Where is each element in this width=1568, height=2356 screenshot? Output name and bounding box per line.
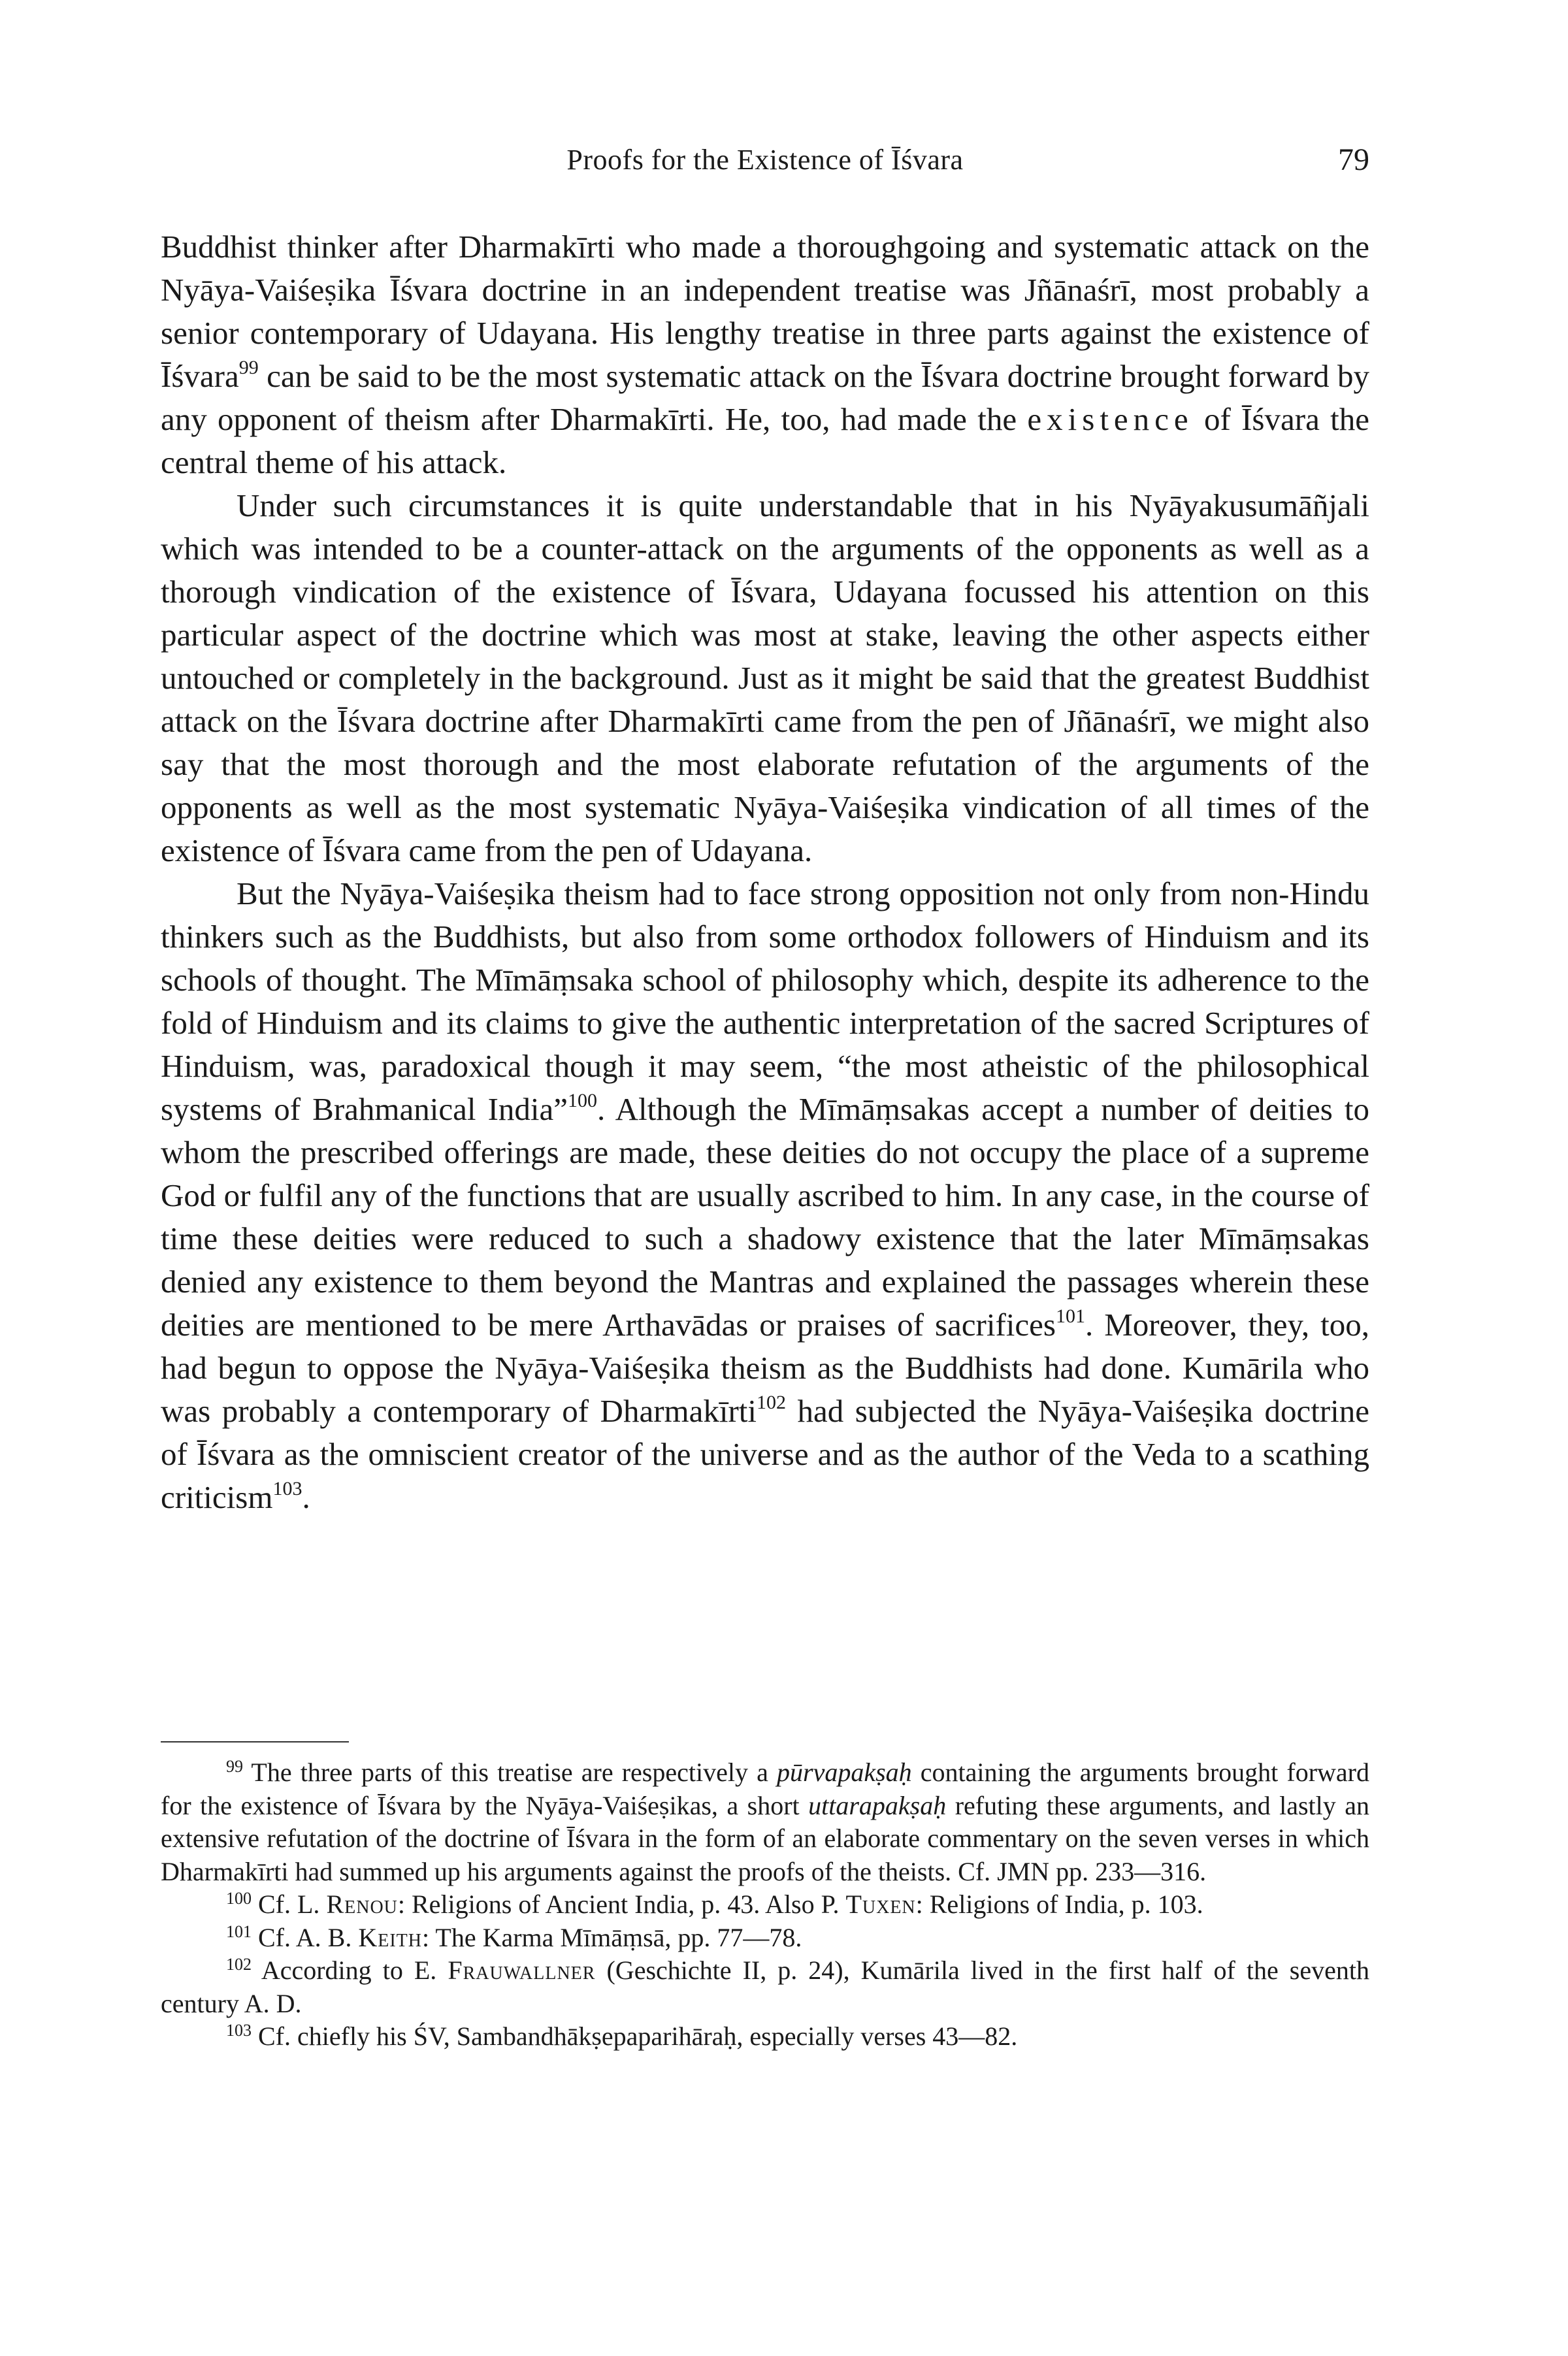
footnote-text: Cf. L. [252, 1890, 327, 1919]
footnote-text: (Geschichte II, p. 24), Kumārila lived in the first half of the seventh century A. D. [161, 1955, 1369, 2018]
paragraph-1-text-a: Buddhist thinker after Dharmakīrti who made a thoroughgoing and systematic attack on the Nyāya-Vaiśeṣika Īśvara doctrine in an independent treatise was Jñānaśrī, most probably a senior contemporary of Udayana. His lengthy treatise in three parts against the existence of Īśvara [161, 229, 1369, 394]
footnote-text: : Religions of India, p. 103. [915, 1890, 1203, 1919]
paragraph-3-text-e: . [302, 1479, 310, 1515]
paragraph-1 [161, 225, 1369, 484]
paragraph-3-text-a: But the Nyāya-Vaiśeṣika theism had to face strong opposition not only from non-Hindu thinkers such as the Buddhists, but also from some orthodox followers of Hinduism and its schools of thought. The Mīmāṃsaka school of philosophy which, despite its adherence to the fold of Hinduism and its claims to give the authentic interpretation of the sacred Scriptures of Hinduism, was, paradoxical though it may seem, “the most atheistic of the philosophical systems of Brahmanical India” [161, 875, 1369, 1127]
footnote-101 [161, 1922, 1369, 1955]
author-name: Renou [326, 1890, 398, 1919]
footnote-text: containing the arguments brought forward for the existence of Īśvara by the Nyāya-Vaiśeṣikas, a short [161, 1758, 1369, 1820]
running-title: Proofs for the Existence of Īśvara [566, 144, 964, 176]
paragraph-3-text-d: had subjected the Nyāya-Vaiśeṣika doctrine of Īśvara as the omniscient creator of the universe and as the author of the Veda to a scathing criticism [161, 1393, 1369, 1515]
author-name: Frauwallner [448, 1955, 596, 1985]
footnote-99 [161, 1756, 1369, 1888]
footnote-102 [161, 1954, 1369, 2020]
spaced-emphasis: existence [1027, 401, 1194, 437]
footnote-text: Cf. A. B. [252, 1922, 359, 1952]
footnote-ref-102: 102 [757, 1392, 787, 1413]
footnote-text: refuting these arguments, and lastly an extensive refutation of the doctrine of Īśvara in the form of an elaborate commentary on the seven verses in which Dharmakīrti had summed up his arguments against the proofs of the theists. Cf. JMN pp. 233—316. [161, 1790, 1370, 1886]
paragraph-3 [161, 872, 1369, 1519]
footnote-italic-term: uttarapakṣaḥ [808, 1790, 947, 1820]
page-number: 79 [1338, 142, 1369, 177]
footnote-text: : Religions of Ancient India, p. 43. Also P. [397, 1890, 846, 1919]
footnote-number: 100 [226, 1889, 252, 1908]
author-name: Keith [358, 1922, 422, 1952]
footnote-number: 103 [226, 2021, 252, 2040]
footnote-ref-100: 100 [568, 1090, 598, 1111]
paragraph-1-text-b: can be said to be the most systematic attack on the Īśvara doctrine brought forward by any opponent of theism after Dharmakīrti. He, too, had made the [161, 358, 1369, 437]
footnotes [161, 1756, 1369, 2053]
paragraph-2: Under such circumstances it is quite understandable that in his Nyāyakusumāñjali which was intended to be a counter-attack on the arguments of the opponents as well as a thorough vindication of the existence of Īśvara, Udayana focussed his attention on this particular aspect of the doctrine which was most at stake, leaving the other aspects either untouched or completely in the background. Just as it might be said that the greatest Buddhist attack on the Īśvara doctrine after Dharmakīrti came from the pen of Jñānaśrī, we might also say that the most thorough and the most elaborate refutation of the arguments of the opponents as well as the most systematic Nyāya-Vaiśeṣika vindication of all times of the existence of Īśvara came from the pen of Udayana. [161, 487, 1369, 868]
footnote-103 [161, 2020, 1369, 2053]
footnote-number: 101 [226, 1922, 252, 1941]
running-header [161, 140, 1369, 180]
footnote-number: 102 [226, 1955, 252, 1974]
paragraph-1-text-c: of Īśvara the central theme of his attack. [161, 401, 1369, 480]
footnote-divider [161, 1741, 349, 1742]
footnote-italic-term: pūrvapakṣaḥ [777, 1758, 912, 1787]
footnote-ref-101: 101 [1055, 1305, 1085, 1327]
footnote-number: 99 [226, 1757, 243, 1776]
paragraph-3-text-c: . Moreover, they, too, had begun to oppose the Nyāya-Vaiśeṣika theism as the Buddhists had done. Kumārila who was probably a contemporary of Dharmakīrti [161, 1307, 1369, 1429]
footnote-ref-99: 99 [238, 357, 259, 378]
paragraph-3-text-b: . Although the Mīmāṃsakas accept a number of deities to whom the prescribed offerings are made, these deities do not occupy the place of a supreme God or fulfil any of the functions that are usually ascribed to him. In any case, in the course of time these deities were reduced to such a shadowy existence that the later Mīmāṃsakas denied any existence to them beyond the Mantras and explained the passages wherein these deities are mentioned to be mere Arthavādas or praises of sacrifices [161, 1091, 1369, 1343]
footnote-100 [161, 1888, 1369, 1922]
author-name: Tuxen [845, 1890, 916, 1919]
main-text [161, 225, 1369, 1519]
footnote-text: According to E. [252, 1955, 448, 1985]
footnote-text: : The Karma Mīmāṃsā, pp. 77—78. [422, 1922, 802, 1952]
footnote-ref-103: 103 [272, 1478, 302, 1499]
footnote-text: Cf. chiefly his ŚV, Sambandhākṣepaparihāraḥ, especially verses 43—82. [252, 2021, 1018, 2051]
footnote-text: The three parts of this treatise are respectively a [243, 1758, 777, 1787]
